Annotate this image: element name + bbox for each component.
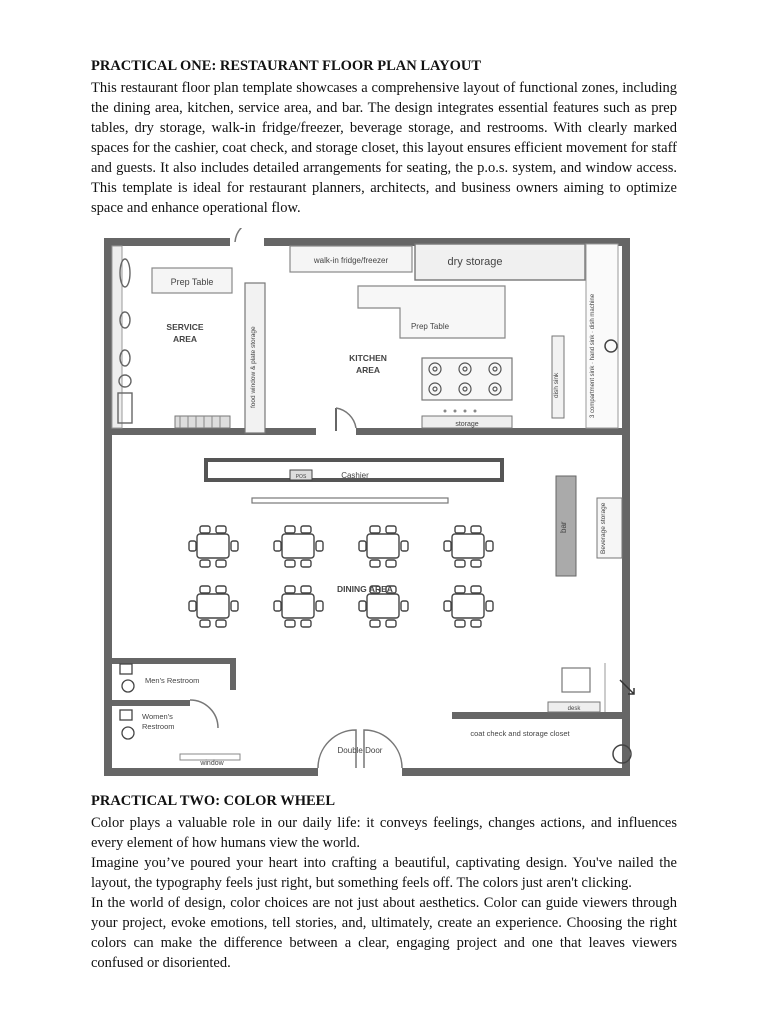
- dining-table: [274, 526, 323, 567]
- beverage-label: Beverage storage: [600, 502, 607, 554]
- chair: [301, 560, 311, 567]
- chair: [471, 620, 481, 627]
- mens-restroom-door: [190, 700, 218, 728]
- mens-restroom-label: Men's Restroom: [145, 676, 200, 685]
- cashier-rail: [252, 498, 448, 503]
- chair: [301, 586, 311, 593]
- practical-two-paragraph-2: Imagine you’ve poured your heart into crafting a beautiful, captivating design. You've nailed the layout, the typography feels just right, but something feels off. The colors just aren't clicking.: [91, 855, 677, 891]
- chair: [359, 541, 366, 551]
- coat-check-wall: [452, 712, 626, 719]
- chair: [386, 620, 396, 627]
- chair: [370, 526, 380, 533]
- service-area-label-1: SERVICE: [166, 322, 204, 332]
- chair: [216, 620, 226, 627]
- chair: [444, 541, 451, 551]
- chair: [216, 560, 226, 567]
- womens-restroom-label-2: Restroom: [142, 722, 175, 731]
- chair: [216, 586, 226, 593]
- chair: [285, 620, 295, 627]
- dining-table: [189, 526, 238, 567]
- partition-wall-right: [356, 428, 626, 435]
- dish-station-label: 3 compartment sink · hand sink · dish machine: [590, 293, 596, 418]
- restroom-wall-1: [112, 658, 230, 664]
- chair: [189, 601, 196, 611]
- chair: [231, 541, 238, 551]
- chair: [189, 541, 196, 551]
- womens-restroom-label-1: Women's: [142, 712, 173, 721]
- double-door-label: Double Door: [337, 746, 383, 755]
- coat-check-label: coat check and storage closet: [470, 729, 570, 738]
- restaurant-floor-plan: [100, 228, 636, 778]
- chair: [386, 560, 396, 567]
- food-window-shelf: [175, 416, 230, 428]
- mens-sink-icon: [120, 664, 132, 674]
- kitchen-area-label-2: AREA: [355, 365, 381, 375]
- chair: [486, 601, 493, 611]
- dining-table: [274, 586, 323, 627]
- womens-toilet-icon: [122, 727, 134, 739]
- dining-table: [359, 526, 408, 567]
- chair: [316, 601, 323, 611]
- chair: [455, 560, 465, 567]
- table-top: [197, 594, 229, 618]
- chair: [231, 601, 238, 611]
- chair: [200, 526, 210, 533]
- food-window-label: food window & plate storage: [250, 326, 257, 408]
- window-label: window: [200, 760, 224, 767]
- chair: [370, 560, 380, 567]
- service-area-label-2: AREA: [172, 334, 198, 344]
- dining-table: [189, 586, 238, 627]
- chair: [285, 560, 295, 567]
- table-top: [282, 534, 314, 558]
- chair: [301, 620, 311, 627]
- chair: [285, 586, 295, 593]
- chair: [301, 526, 311, 533]
- kitchen-door: [336, 408, 356, 428]
- chair: [455, 526, 465, 533]
- walk-in-label: walk-in fridge/freezer: [313, 256, 389, 265]
- chair: [486, 541, 493, 551]
- dining-table: [444, 526, 493, 567]
- chair: [359, 601, 366, 611]
- bar-label: bar: [559, 521, 568, 533]
- table-top: [452, 594, 484, 618]
- mens-toilet-icon: [122, 680, 134, 692]
- chair: [285, 526, 295, 533]
- practical-two-paragraph-1: Color plays a valuable role in our daily life: it conveys feelings, changes actions, and influences every element of how humans view the world.: [91, 815, 677, 851]
- service-prep-table-label: Prep Table: [170, 277, 214, 287]
- womens-sink-icon: [120, 710, 132, 720]
- chair: [274, 541, 281, 551]
- chair: [200, 620, 210, 627]
- chair: [401, 601, 408, 611]
- chair: [200, 586, 210, 593]
- chair: [455, 620, 465, 627]
- practical-two-paragraph-3: In the world of design, color choices are not just about aesthetics. Color can guide viewers through your project, evoke emotions, tell stories, and, ultimately, create an experience. Choosing the right colors can make the difference between a clear, engaging project and one that leaves viewers confused or disoriented.: [91, 895, 677, 971]
- chair: [200, 560, 210, 567]
- chair: [216, 526, 226, 533]
- chair: [471, 560, 481, 567]
- table-top: [452, 534, 484, 558]
- kitchen-storage-label: storage: [455, 421, 479, 428]
- partition-wall-left: [108, 428, 316, 435]
- table-top: [367, 534, 399, 558]
- desk-label: desk: [567, 706, 581, 712]
- chair: [274, 601, 281, 611]
- pos-label: POS: [295, 474, 307, 480]
- range-burners: [422, 358, 512, 400]
- kitchen-prep-table-label: Prep Table: [410, 322, 450, 331]
- practical-one-paragraph: This restaurant floor plan template showcases a comprehensive layout of functional zones, including the dining area, kitchen, service area, and bar. The design integrates essential features such as prep tables, dry storage, walk-in fridge/freezer, beverage storage, and restrooms. With clearly marked spaces for the cashier, coat check, and storage closet, this layout ensures efficient movement for staff and guests. It also includes detailed arrangements for seating, the p.o.s. system, and window access. This template is ideal for restaurant planners, architects, and business owners aiming to optimize space and enhance operational flow.: [91, 80, 677, 216]
- dining-table: [444, 586, 493, 627]
- table-top: [197, 534, 229, 558]
- restroom-wall-2: [112, 700, 190, 706]
- chair: [471, 586, 481, 593]
- chair: [455, 586, 465, 593]
- chair: [401, 541, 408, 551]
- chair: [370, 620, 380, 627]
- dining-area-label: DINING AREA: [337, 584, 393, 594]
- practical-two-title: PRACTICAL TWO: COLOR WHEEL: [91, 793, 335, 809]
- practical-one-title: PRACTICAL ONE: RESTAURANT FLOOR PLAN LAYOUT: [91, 58, 482, 74]
- dish-sink-label: dish sink: [553, 372, 560, 398]
- dining-tables: [189, 526, 493, 627]
- chair: [386, 526, 396, 533]
- cashier-label: Cashier: [341, 471, 369, 480]
- table-top: [367, 594, 399, 618]
- chair: [471, 526, 481, 533]
- table-top: [282, 594, 314, 618]
- kitchen-area-label-1: KITCHEN: [349, 353, 387, 363]
- coat-check-desk: [562, 668, 590, 692]
- dry-storage-label: dry storage: [447, 256, 503, 268]
- chair: [444, 601, 451, 611]
- chair: [316, 541, 323, 551]
